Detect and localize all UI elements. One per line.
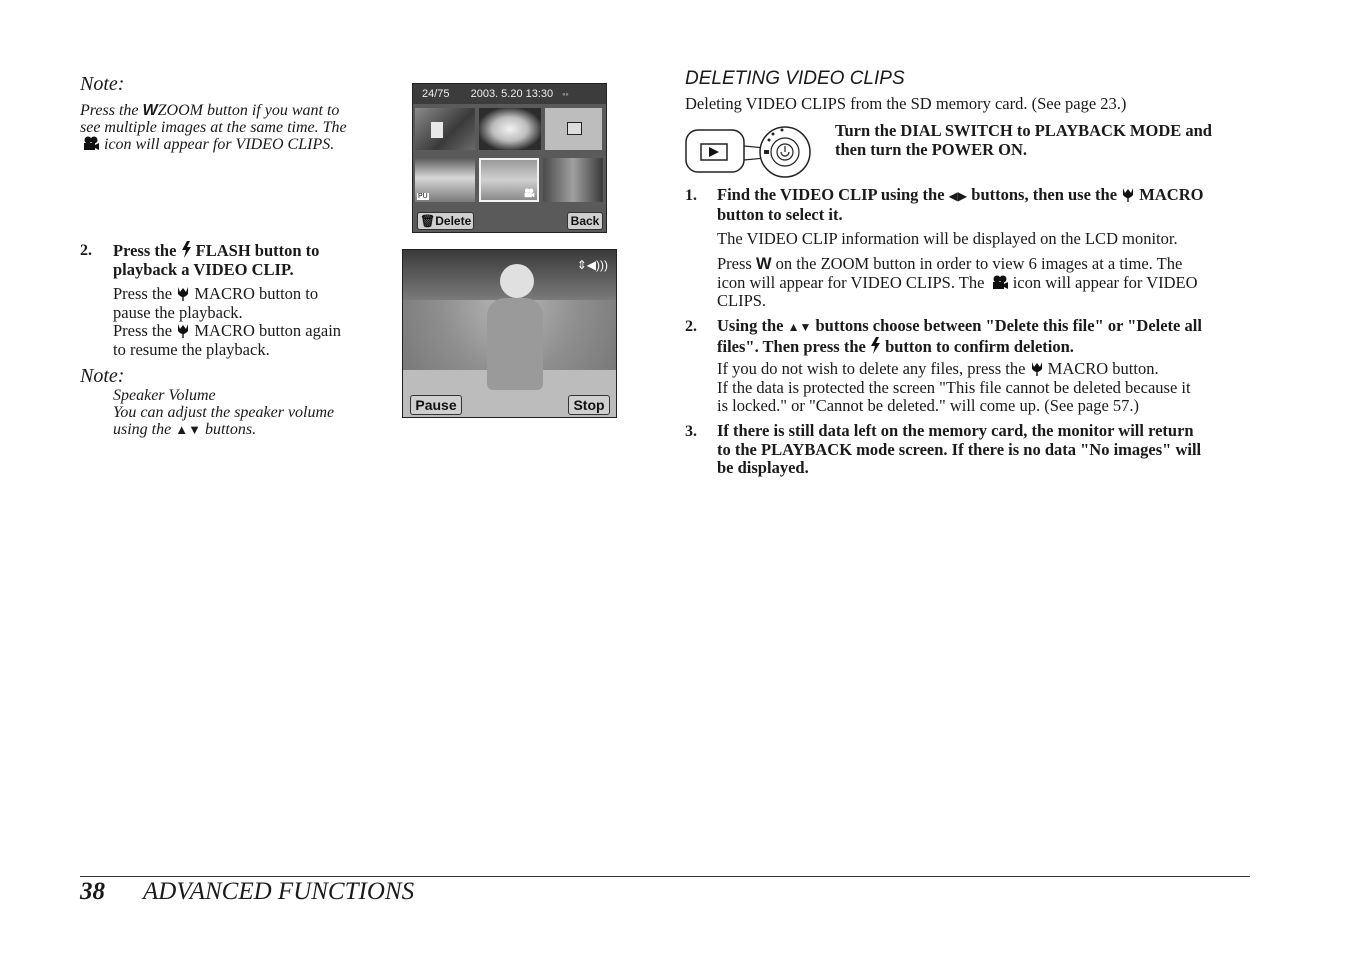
note-heading: Note: [80,365,125,387]
child-figure [487,298,543,390]
step-body [717,360,1257,416]
thumbnail-selected[interactable] [479,158,539,202]
body-text: MACRO button. [1047,359,1159,378]
step-title-part: files". Then press the [717,336,866,356]
step-number: 2. [685,318,697,335]
page-number: 38 [80,878,105,905]
body-text: MACRO button again [194,321,342,340]
step-title-part: MACRO [1139,185,1204,204]
battery-icon: ◦◦ [562,89,569,99]
step-title-part: Press the [113,241,177,260]
step-body [717,255,1257,311]
step-number: 2. [80,242,92,259]
body-text: Press the [113,284,173,303]
body-text: on the ZOOM button in order to view 6 images at a time. The [775,254,1183,273]
intro-text: Deleting VIDEO CLIPS from the SD memory card. (See page 23.) [685,94,1127,113]
back-button[interactable]: Back [567,212,603,230]
thumbnail[interactable] [479,108,541,150]
body-text: pause the playback. [113,302,243,322]
note-text-part: ZOOM button if you want to [157,102,340,119]
pause-button[interactable]: Pause [410,395,462,415]
note-text-line: Speaker Volume [113,387,216,404]
thumbnail[interactable] [545,108,602,150]
lcd-status-bar [413,84,606,104]
lcd-playback-screen [402,249,617,418]
macro-tulip-icon [176,285,190,301]
body-text: icon will appear for VIDEO [1012,272,1198,292]
body-text: CLIPS. [717,291,767,310]
child-figure [500,264,534,298]
macro-tulip-icon [1121,186,1135,202]
note-text [113,387,393,438]
protect-badge: PU [418,193,428,200]
thumbnail[interactable] [415,158,475,202]
macro-tulip-icon [176,322,190,338]
dial-switch-playback-icon [685,124,815,180]
step-title [113,241,393,279]
w-zoom-glyph: W [755,255,772,273]
movie-camera-icon [80,136,100,151]
step-number: 1. [685,187,697,204]
delete-button-label: Delete [435,214,472,228]
lcd-thumbnail-screen [412,83,607,233]
dial-instruction-line: then turn the POWER ON. [835,139,1028,159]
w-zoom-glyph: W [142,102,158,119]
date-time: 2003. 5.20 13:30 [470,88,554,100]
body-text: Press the [113,321,173,340]
left-right-arrows-icon: ◀▶ [948,189,968,203]
body-text: MACRO button to [194,284,319,303]
body-text: to resume the playback. [113,339,270,359]
section-title: ADVANCED FUNCTIONS [143,878,415,905]
flash-icon [870,337,881,354]
up-down-arrows-icon: ▲▼ [175,422,201,437]
step-title-part: buttons choose between "Delete this file" or "Delete all [815,316,1202,335]
step-title-part: buttons, then use the [971,185,1118,204]
step-title-part: Find the VIDEO CLIP using the [717,185,945,204]
step-title-line: If there is still data left on the memory card, the monitor will return [717,421,1194,440]
note-text-part: buttons. [204,421,257,438]
up-down-arrows-icon: ▲▼ [787,320,812,334]
step-body [113,285,393,359]
body-text: The VIDEO CLIP information will be displayed on the LCD monitor. [717,229,1178,248]
dial-instruction-line: Turn the DIAL SWITCH to PLAYBACK MODE and [835,121,1212,140]
body-text: icon will appear for VIDEO CLIPS. The [717,272,985,292]
movie-camera-icon [989,275,1009,290]
dial-instruction [835,122,1255,159]
body-text: If you do not wish to delete any files, press the [717,359,1026,378]
delete-button[interactable] [417,212,474,230]
step-title-line: button to select it. [717,204,843,224]
body-text: If the data is protected the screen "This file cannot be deleted because it [717,377,1191,397]
thumbnail[interactable] [415,108,475,150]
step-title-line: playback a VIDEO CLIP. [113,259,294,279]
step-title [717,186,1257,224]
image-file-icon [567,122,582,135]
note-text-part: using the [113,421,172,438]
step-title-part: button to confirm deletion. [885,336,1074,356]
flash-icon [181,241,192,258]
movie-camera-icon [522,188,535,198]
trash-icon: 🗑 [420,214,436,228]
step-title-line: to the PLAYBACK mode screen. If there is no data "No images" will [717,439,1202,459]
note-text-part: icon will appear for VIDEO CLIPS. [104,136,335,153]
note-text [80,102,380,153]
step-title-part: FLASH button to [195,241,320,260]
body-text: Press [717,254,752,273]
footer-rule [80,876,1250,877]
note-text-part: Press the [80,102,139,119]
body-text: is locked." or "Cannot be deleted." will come up. (See page 57.) [717,396,1140,415]
step-title [717,422,1257,478]
section-heading: DELETING VIDEO CLIPS [685,68,905,89]
step-title-line: be displayed. [717,458,809,477]
stop-button[interactable]: Stop [568,395,610,415]
macro-tulip-icon [1030,360,1044,376]
step-title [717,317,1257,356]
note-text-line: see multiple images at the same time. The [80,119,347,136]
speaker-volume-icon: ⇕◀))) [576,258,608,272]
step-title-part: Using the [717,316,784,335]
step-number: 3. [685,423,697,440]
note-heading: Note: [80,73,125,95]
image-counter: 24/75 [422,88,450,100]
thumbnail[interactable] [543,158,603,202]
note-text-line: You can adjust the speaker volume [113,404,335,421]
